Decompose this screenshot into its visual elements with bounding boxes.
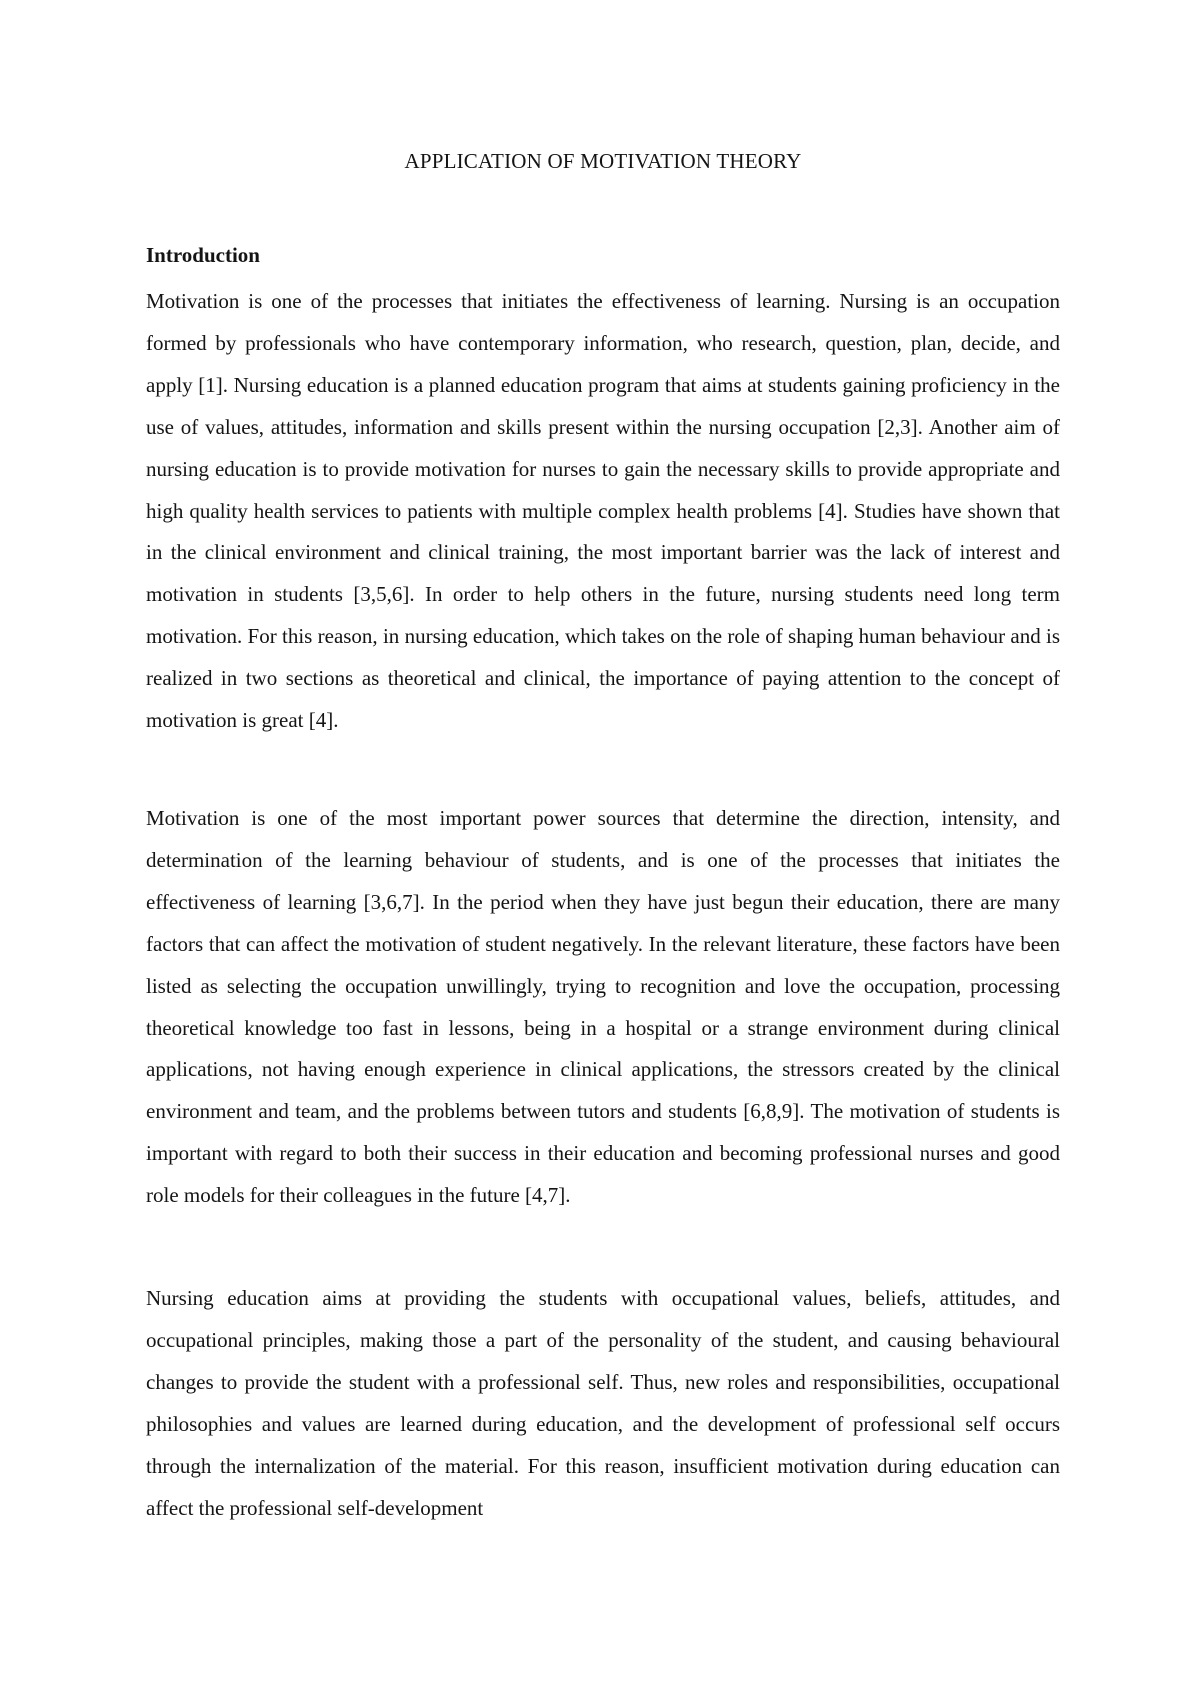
section-heading-introduction: Introduction [146,243,260,267]
paragraph-1: Motivation is one of the processes that initiates the effectiveness of learning. Nursing is an occupation formed by professionals who have contemporary information, who research, question, plan, decide, and apply [1]. Nursing education is a planned education program that aims at students gaining proficiency in the use of values, attitudes, information and skills present within the nursing occupation [2,3]. Another aim of nursing education is to provide motivation for nurses to gain the necessary skills to provide appropriate and high quality health services to patients with multiple complex health problems [4]. Studies have shown that in the clinical environment and clinical training, the most important barrier was the lack of interest and motivation in students [3,5,6]. In order to help others in the future, nursing students need long term motivation. For this reason, in nursing education, which takes on the role of shaping human behaviour and is realized in two sections as theoretical and clinical, the importance of paying attention to the concept of motivation is great [4]. [146,289,1060,733]
document-title: APPLICATION OF MOTIVATION THEORY [404,149,802,173]
paragraph-2: Motivation is one of the most important power sources that determine the direction, intensity, and determination of the learning behaviour of students, and is one of the processes that initiates the effectiveness of learning [3,6,7]. In the period when they have just begun their education, there are many factors that can affect the motivation of student negatively. In the relevant literature, these factors have been listed as selecting the occupation unwillingly, trying to recognition and love the occupation, processing theoretical knowledge too fast in lessons, being in a hospital or a strange environment during clinical applications, not having enough experience in clinical applications, the stressors created by the clinical environment and team, and the problems between tutors and students [6,8,9]. The motivation of students is important with regard to both their success in their education and becoming professional nurses and good role models for their colleagues in the future [4,7]. [146,806,1060,1208]
paragraph-3: Nursing education aims at providing the students with occupational values, beliefs, attitudes, and occupational principles, making those a part of the personality of the student, and causing behavioural changes to provide the student with a professional self. Thus, new roles and responsibilities, occupational philosophies and values are learned during education, and the development of professional self occurs through the internalization of the material. For this reason, insufficient motivation during education can affect the professional self-development [146,1286,1060,1520]
